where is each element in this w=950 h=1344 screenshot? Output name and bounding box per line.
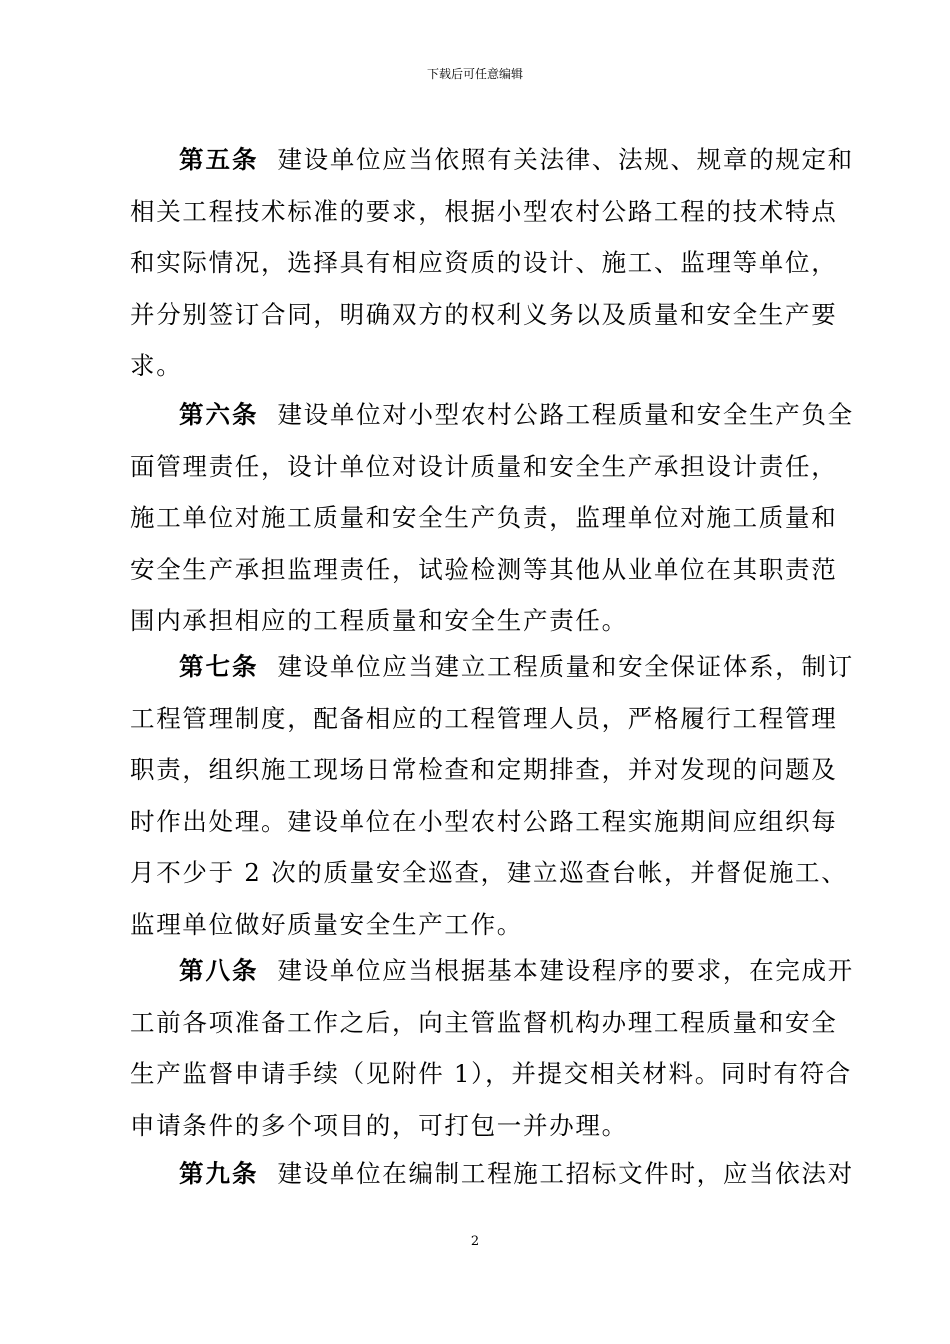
article-text-line: 施工单位对施工质量和安全生产负责，监理单位对施工质量和	[130, 503, 838, 532]
article-text-line: 建设单位在编制工程施工招标文件时，应当依法对	[277, 1159, 854, 1188]
article-text-line: 建设单位应当建立工程质量和安全保证体系，制订	[277, 652, 854, 681]
article-text-line: 工程管理制度，配备相应的工程管理人员，严格履行工程管理	[130, 703, 838, 733]
article-text-line: 工前各项准备工作之后，向主管监督机构办理工程质量和安全	[130, 1007, 838, 1037]
article-text-line: 月不少于 2 次的质量安全巡查，建立巡查台帐，并督促施工、	[130, 858, 848, 887]
article-heading: 第九条	[179, 1159, 259, 1188]
article-text-line: 监理单位做好质量安全生产工作。	[130, 909, 523, 939]
article-text-line: 安全生产承担监理责任，试验检测等其他从业单位在其职责范	[130, 554, 838, 584]
article-heading: 第五条	[179, 145, 259, 174]
article-text-line: 并分别签订合同，明确双方的权利义务以及质量和安全生产要	[130, 299, 838, 329]
article-text-line: 相关工程技术标准的要求，根据小型农村公路工程的技术特点	[130, 196, 838, 226]
article-6	[130, 389, 854, 647]
article-text-line: 围内承担相应的工程质量和安全生产责任。	[130, 606, 628, 635]
page-number: 2	[470, 1234, 480, 1249]
article-text-line: 建设单位应当依照有关法律、法规、规章的规定和	[277, 145, 854, 174]
article-text-line: 生产监督申请手续（见附件 1），并提交相关材料。同时有符合	[130, 1059, 852, 1088]
article-text-line: 面管理责任，设计单位对设计质量和安全生产承担设计责任，	[130, 451, 838, 481]
article-7	[130, 641, 854, 950]
article-5	[130, 134, 854, 392]
article-heading: 第八条	[179, 956, 259, 985]
article-8	[130, 945, 854, 1151]
article-heading: 第六条	[179, 400, 259, 429]
page-header: 下载后可任意编辑	[426, 67, 523, 81]
article-text-line: 和实际情况，选择具有相应资质的设计、施工、监理等单位，	[130, 248, 838, 277]
article-text-line: 时作出处理。建设单位在小型农村公路工程实施期间应组织每	[130, 806, 838, 836]
article-heading: 第七条	[179, 652, 259, 681]
article-text-line: 建设单位应当根据基本建设程序的要求，在完成开	[277, 956, 854, 985]
article-9	[130, 1148, 854, 1200]
article-text-line: 申请条件的多个项目的，可打包一并办理。	[130, 1110, 628, 1140]
article-text-line: 建设单位对小型农村公路工程质量和安全生产负全	[277, 400, 854, 429]
article-text-line: 职责，组织施工现场日常检查和定期排查，并对发现的问题及	[130, 755, 838, 784]
article-text-line: 求。	[130, 351, 183, 380]
